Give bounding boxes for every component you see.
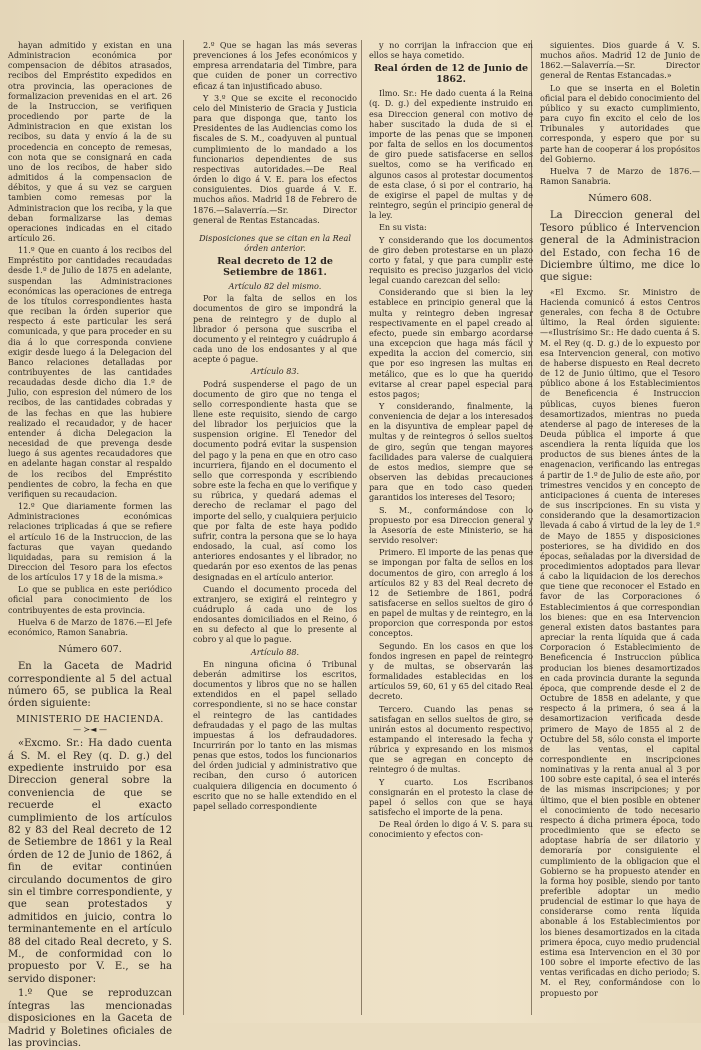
paragraph: Considerando que si bien la ley establece en principio general que la multa y reintegro deben ingresar respectivamente en el papel creado al efecto, puede sin embargo acordarse una excepcion que haga más fácil y expedita la accion del comercio, sin que por eso ingresen las multas en metálico, que es lo que ha querido evitarse al crear papel especial para estos pagos; (369, 287, 533, 399)
paragraph: Podrá suspenderse el pago de un documento de giro que no tenga el sello correspondiente hasta que se llene este requisito, siendo de cargo del librador los perjuicios que la suspension origine. El Tenedor del documento podrá evitar la suspension del pago y la pena en que en otro caso incurriera, fijando en el documento el sello que corresponda y escribiendo sobre este la fecha en que lo verifique y su rúbrica, y quedará ademas el derecho de reclamar el pago del importe del sello, y cualquiera perjuicio que por falta de este haya podido sufrir, contra la persona que se lo haya endosado, la cual, así como los anteriores endosantes y el librador, no quedarán por eso exentos de las penas designadas en el artículo anterior. (193, 378, 357, 582)
paragraph: Por la falta de sellos en los documentos de giro se impondrá la pena de reintegro y de duplo al librador ó persona que suscriba el documento y el reintegro y cuádruplo á cada uno de los endosantes y al que acepte ó pague. (193, 293, 357, 365)
paragraph: Lo que se inserta en el Boletin oficial para el debido conocimiento del público y su exacto cumplimiento, para cuyo fin excito el celo de los Tribunales y autoridades que corresponda, y espero que por su parte han de cooperar á los propósitos del Gobierno. (540, 82, 700, 164)
column-3 (369, 40, 533, 1020)
decree-heading: Real decreto de 12 de Setiembre de 1861. (217, 256, 333, 279)
paragraph: hayan admitido y existan en una Administracion económica por compensacion de débitos atrasados, recibos del Empréstito expedidos en otra provincia, las operaciones de formalizacion prevenidas en el art. 26 de la Instruccion, se verifiquen procediendo por parte de la Administracion en que existan los recibos, su data y envío á la de su procedencia en concepto de remesas, con nota que se consignará en cada uno de los recibos, de haber sido admitidos á la compensacion de débitos, y que á su vez se carguen tambien como remesas por la Administracion que los reciba, y la que deban formalizarse las demas operaciones indicadas en el citado artículo 26. (8, 40, 172, 243)
paragraph: 1.º Que se reproduzcan íntegras las mencionadas disposiciones en la Gaceta de Madrid y Boletines oficiales de las provincias. (8, 988, 172, 1049)
paragraph: De Real órden lo digo á V. S. para su conocimiento y efectos con- (369, 819, 533, 840)
paragraph: 12.º Que diariamente formen las Administraciones económicas relaciones triplicadas á que se refiere el artículo 16 de la Instruccion, de las facturas que vayan quedando liquidadas, para su remision á la Direccion del Tesoro para los efectos de los artículos 17 y 18 de la misma.» (8, 501, 172, 583)
order-heading: Real órden de 12 de Junio de 1862. (373, 63, 529, 86)
paragraph: «Excmo. Sr.: Ha dado cuenta á S. M. el Rey (q. D. g.) del expediente instruido por esa Direccion general sobre la conveniencia de que se recuerde el exacto cumplimiento de los artículos 82 y 83 del Real decreto de 12 de Setiembre de 1861 y la Real órden de 12 de Junio de 1862, á fin de evitar continúen circulando documentos de giro sin el timbre correspondiente, y que sean protestados y admitidos en juicio, contra lo terminantemente en el artículo 88 del citado Real decreto, y S. M., de conformidad con lo propuesto por V. E., se ha servido disponer: (8, 738, 172, 985)
paragraph: Y considerando, finalmente, la conveniencia de dejar a los interesados en la disyuntiva de emplear papel de multas y de reintegros ó sellos sueltos de giro, según que tengan mayores facilidades para valerse de cualquiera de estos medios, siempre que se observen las debidas precauciones para que en todo caso queden garantidos los intereses del Tesoro; (369, 401, 533, 503)
section-subtitle: Disposiciones que se citan en la Real órden anterior. (199, 232, 351, 253)
paragraph: y no corrijan la infraccion que en ellos se haya cometido. (369, 40, 533, 61)
paragraph: En su vista: (379, 222, 427, 233)
paragraph: «El Excmo. Sr. Ministro de Hacienda comunicó á estos Centros generales, con fecha 8 de Octubre último, la Real órden siguiente:—«Ilustrísimo Sr.: He dado cuenta á S. M. el Rey (q. D. g.) de lo expuesto por esa Intervencion general, con motivo de haberse dispuesto en Real decreto de 12 de Junio último, que el Tesoro público abone á los Establecimientos de Beneficencia é Instruccion públicas, cuyos bienes fueron desamortizados, mientras no pueda atenderse al pago de intereses de la Deuda pública el importe á que ascendiera la renta líquida que los productos de sus bienes ántes de la enagenacion, verificando las entregas á partir de 1.º de Julio de este año, por trimestres vencidos y en concepto de anticipaciones á cuenta de intereses de sus inscripciones. En su vista y considerando que la desamortizacion llevada á cabo á virtud de la ley de 1.º de Mayo de 1855 y disposiciones posteriores, se ha dividido en dos épocas, señaladas por la diversidad de procedimientos adoptados para llevar á cabo la liquidacion de los derechos que tiene que reconocer el Estado en favor de las Corporaciones ó Establecimientos á que correspondian los bienes: que en esa Intervencion general existen datos bastantes para apreciar la renta líquida que á cada Corporacion ó Establecimiento de Beneficencia é Instruccion pública producian los bienes desamortizados en cada provincia durante la segunda época, que comprende desde el 2 de Octubre de 1858 en adelante, y que respecto á la primera, ó sea á la desamortizacion verificada desde primero de Mayo de 1855 al 2 de Octubre del 58, sólo consta el importe de las ventas, el capital correspondiente en inscripciones nominativas y la renta anual al 3 por 100 sobre este capital, ó sea el interés de las mismas inscripciones; y por último, que el bien posible en obtener el conocimiento de todo necesario respecto á dicha primera época, todo procedimiento que se efecto se adoptase habría de ser dilatorio y demoraría por consiguiente el cumplimiento de la obligacion que el Gobierno se ha propuesto atender en la forma hoy posible, siendo por tanto preferible adoptar un medio prudencial de estimar lo que haya de considerarse como renta líquida abonable á los Establecimientos por los bienes desamortizados en la citada primera época, cuyo medio prudencial estima esa Intervencion en el 30 por 100 sobre el importe efectivo de las ventas verificadas en dicho periodo; S. M. el Rey, conformándose con lo propuesto por (540, 286, 700, 998)
notice-number: Número 608. (588, 193, 652, 205)
paragraph: Lo que se publica en este periódico oficial para conocimiento de los contribuyentes de esta provincia. (8, 584, 172, 615)
column-rule (361, 40, 362, 1015)
column-4 (540, 40, 700, 1020)
notice-intro: En la Gaceta de Madrid correspondiente al 5 del actual número 65, se publica la Real órden siguiente: (8, 661, 172, 710)
paragraph: Segundo. En los casos en que los fondos ingresen en papel de reintegro y de multas, se observarán las formalidades establecidas en los artículos 59, 60, 61 y 65 del citado Real decreto. (369, 640, 533, 702)
ministry-heading: MINISTERIO DE HACIENDA. (16, 714, 164, 725)
paragraph: Primero. El importe de las penas que se impongan por falta de sellos en los documentos de giro, con arreglo á los artículos 82 y 83 del Real decreto de 12 de Setiembre de 1861, podrá satisfacerse en sellos sueltos de giro ó en papel de multas y de reintegro, en la proporcion que corresponda por estos conceptos. (369, 547, 533, 639)
paragraph: Cuando el documento proceda del extranjero, se exigirá el reintegro y cuádruplo á cada uno de los endosantes domiciliados en el Reino, ó en su defecto al que lo presente al cobro y al que lo pague. (193, 583, 357, 645)
notice-number: Número 607. (58, 644, 122, 656)
paragraph: En ninguna oficina ó Tribunal deberán admitirse los escritos, documentos y libros que no se hallen extendidos en el papel sellado correspondiente, si no se hace constar el reintegro de las cantidades defraudadas y el pago de las multas impuestas á los defraudadores. Incurrirán por lo tanto en las mismas penas que estos, todos los funcionarios del órden judicial y administrativo que reciban, den curso ó autoricen cualquiera diligencia en documento ó escrito que no se halle extendido en el papel sellado correspondiente (193, 658, 357, 811)
column-2 (193, 40, 357, 1020)
article-heading: Artículo 88. (250, 646, 300, 657)
paragraph: Y cuarto. Los Escribanos consignarán en el protesto la clase de papel ó sellos con que se haya satisfecho el importe de la pena. (369, 776, 533, 818)
paragraph: Y 3.º Que se excite el reconocido celo del Ministerio de Gracia y Justicia para que disponga que, tanto los Presidentes de las Audiencias como los fiscales de S. M., coadyuven al puntual cumplimiento de lo mandado a los funcionarios dependientes de sus respectivas autoridades.—De Real órden lo digo á V. E. para los efectos consiguientes. Dios guarde á V. E. muchos años. Madrid 18 de Febrero de 1876.—Salaverría.—Sr. Director general de Rentas Estancadas. (193, 92, 357, 225)
ornament: — ≻◄ — (73, 725, 107, 734)
article-heading: Artículo 82 del mismo. (228, 281, 322, 292)
paragraph: Ilmo. Sr.: He dado cuenta á la Reina (q. D. g.) del expediente instruido en esa Direccion general con motivo de haber suscitado la duda de si el importe de las penas que se imponen por falta de sellos en los documentos de giro puede satisfacerse en sellos sueltos, como se ha verificado en algunos casos al protestar documentos de esta clase, ó si por el contrario, ha de exigirse el papel de multas y de reintegro, según el principio general de la ley. (369, 88, 533, 221)
paragraph: Y considerando que los documentos de giro deben protestarse en un plazo corto y fatal, y que para cumplir este requisito es preciso juzgarlos del vicio legal cuando carezcan del sello: (369, 234, 533, 286)
paragraph: 11.º Que en cuanto á los recibos del Empréstito por cantidades recaudadas desde 1.º de Julio de 1875 en adelante, suspendan las Administraciones económicas las operaciones de entrega de los títulos correspondientes hasta que reciban la órden superior que respecto á este particular les será comunicada, y que para proceder en su dia á lo que corresponda conviene exigir desde luego á la Delegacion del Banco relaciones detalladas por contribuyentes de las cantidades recaudadas desde dicho dia 1.º de Julio, con espresion del número de los recibos, de las cantidades cobradas y de las fechas en que las hubiere realizado el recaudador, y de hacer entender á dicha Delegacion la necesidad de que prevenga desde luego á sus agentes recaudadores que en adelante hagan constar al respaldo de los recibos del Empréstito pendientes de cobro, la fecha en que verifiquen su recaudacion. (8, 245, 172, 499)
article-heading: Artículo 83. (250, 366, 300, 377)
paragraph: 2.º Que se hagan las más severas prevenciones á los Jefes económicos y empresa arrendataria del Timbre, para que cuiden de poner un correctivo eficaz á tan injustificado abuso. (193, 40, 357, 91)
column-rule (183, 40, 184, 1015)
paragraph: Tercero. Cuando las penas se satisfagan en sellos sueltos de giro, se unirán estos al documento respectivo, estampando el interesado la fecha y rúbrica y expresando en los mismos que se agregan en concepto de reintegro ó de multas. (369, 703, 533, 775)
column-1 (8, 40, 172, 1049)
paragraph: S. M., conformándose con lo propuesto por esa Direccion general y la Asesoría de este Ministerio, se ha servido resolver: (369, 504, 533, 546)
signature-line: Huelva 6 de Marzo de 1876.—El Jefe económico, Ramon Sanabria. (8, 616, 172, 637)
signature-line: Huelva 7 de Marzo de 1876.—Ramon Sanabria. (540, 165, 700, 187)
notice-intro: La Direccion general del Tesoro público é Intervencion general de la Administracion del Estado, con fecha 16 de Diciembre último, me dice lo que sigue: (540, 210, 700, 284)
paragraph: siguientes. Dios guarde á V. S. muchos años. Madrid 12 de Junio de 1862.—Salaverría.—Sr. Director general de Rentas Estancadas.» (540, 40, 700, 81)
